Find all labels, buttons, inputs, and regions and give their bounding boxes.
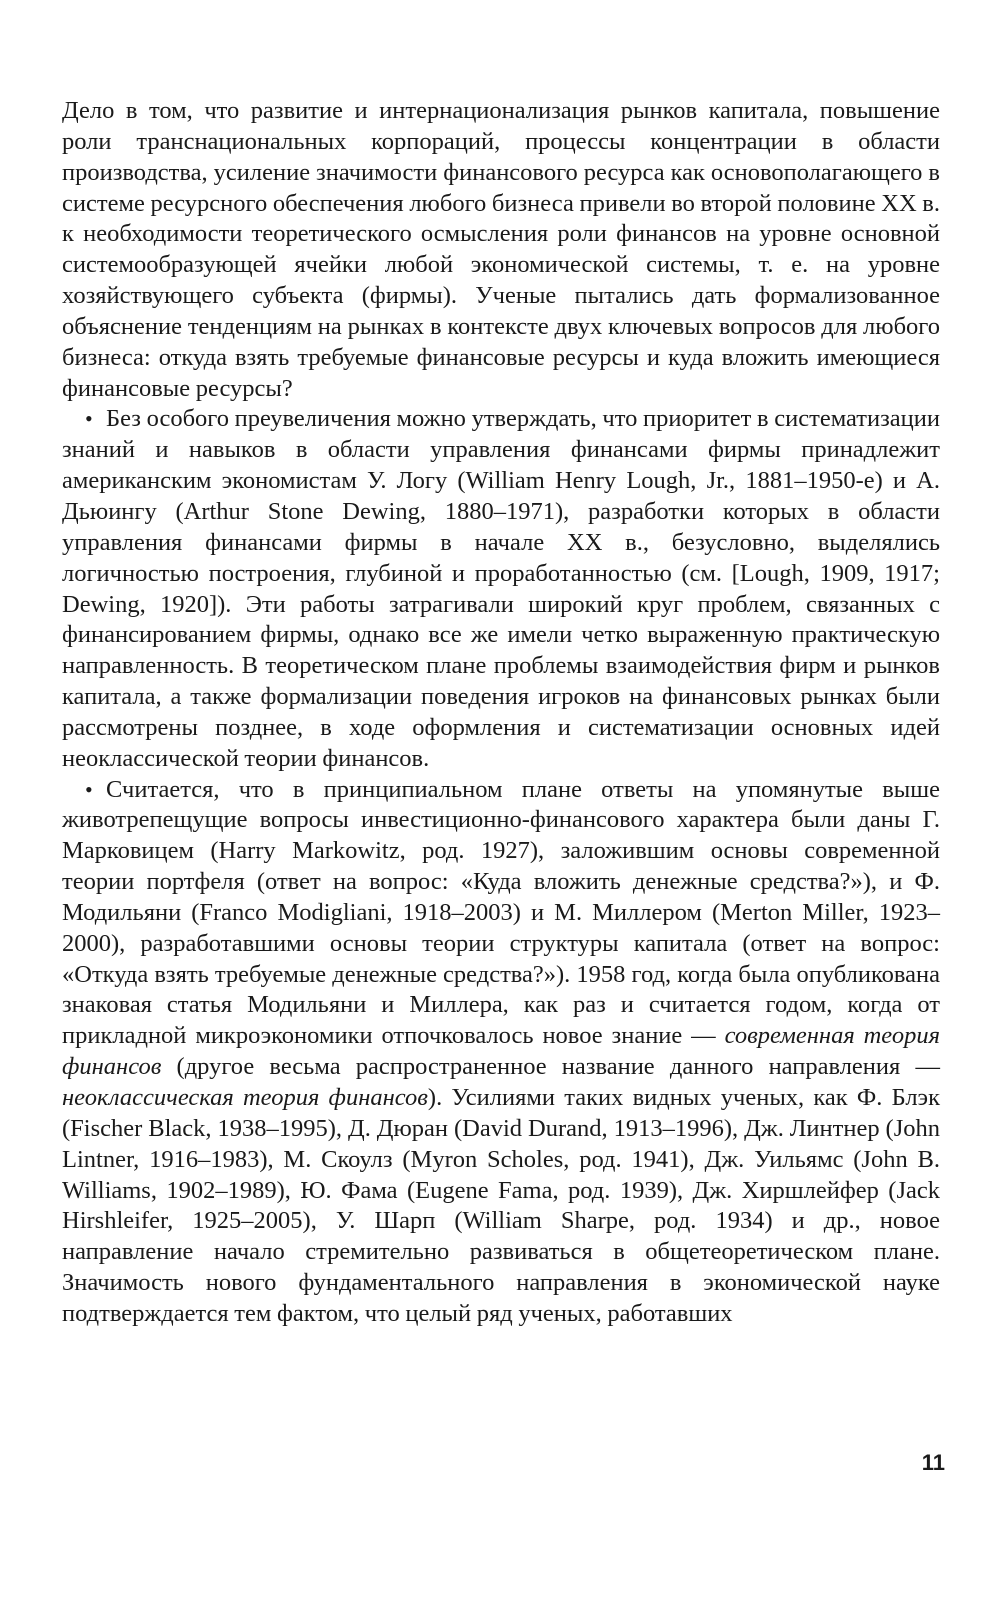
page-body (62, 96, 940, 1330)
page-number: 11 (921, 1450, 945, 1475)
paragraph-3-text-cont: (другое весьма распространенное название данного направления — (161, 1053, 940, 1081)
paragraph-3-text-end: ). Усилиями таких видных ученых, как Ф. Блэк (Fischer Black, 1938–1995), Д. Дюран (David Durand, 1913–1996), Дж. Линтнер (John Lintner, 1916–1983), М. Скоулз (Myron Scholes, род. 1941), Дж. Уильямс (John B. Williams, 1902–1989), Ю. Фама (Eugene Fama, род. 1939), Дж. Хиршлейфер (Jack Hirshleifer, 1925–2005), У. Шарп (William Sharpe, род. 1934) и др., новое направление начало стремительно развиваться в общетеоретическом плане. Значимость нового фундаментального направления в экономической науке подтверждается тем фактом, что целый ряд ученых, работавших (62, 1084, 940, 1327)
paragraph-1-text: Дело в том, что развитие и интернационализация рынков капитала, повышение роли транснациональных корпораций, процессы концентрации в области производства, усиление значимости финансового ресурса как основополагающего в системе ресурсного обеспечения любого бизнеса привели во второй половине XX в. к необходимости теоретического осмысления роли финансов на уровне основной системообразующей ячейки любой экономической системы, т. е. на уровне хозяйствующего субъекта (фирмы). Ученые пытались дать формализованное объяснение тенденциям на рынках в контексте двух ключевых вопросов для любого бизнеса: откуда взять требуемые финансовые ресурсы и куда вложить имеющиеся финансовые ресурсы? (62, 97, 940, 402)
paragraph-3 (62, 775, 940, 1330)
bullet-icon: • (85, 406, 93, 432)
paragraph-3-text: Считается, что в принципиальном плане ответы на упомянутые выше животрепещущие вопросы инвестиционно-финансового характера были даны Г. Марковицем (Harry Markowitz, род. 1927), заложившим основы современной теории портфеля (ответ на вопрос: «Куда вложить денежные средства?»), и Ф. Модильяни (Franco Modigliani, 1918–2003) и М. Миллером (Merton Miller, 1923–2000), разработавшими основы теории структуры капитала (ответ на вопрос: «Откуда взять требуемые денежные средства?»). 1958 год, когда была опубликована знаковая статья Модильяни и Миллера, как раз и считается годом, когда от прикладной микроэкономики отпочковалось новое знание — (62, 775, 940, 1050)
paragraph-1 (62, 96, 940, 404)
paragraph-2 (62, 404, 940, 774)
italic-term-neoclassical-finance-theory: неоклассическая теория финансов (62, 1084, 428, 1111)
paragraph-2-text: Без особого преувеличения можно утверждать, что приоритет в систематизации знаний и навыков в области управления финансами фирмы принадлежит американским экономистам У. Логу (William Henry Lough, Jr., 1881–1950-е) и А. Дьюингу (Arthur Stone Dewing, 1880–1971), разработки которых в области управления финансами фирмы в начале XX в., безусловно, выделялись логичностью построения, глубиной и проработанностью (см. [Lough, 1909, 1917; Dewing, 1920]). Эти работы затрагивали широкий круг проблем, связанных с финансированием фирмы, однако все же имели четко выраженную практическую направленность. В теоретическом плане проблемы взаимодействия фирм и рынков капитала, а также формализации поведения игроков на финансовых рынках были рассмотрены позднее, в ходе оформления и систематизации основных идей неоклассической теории финансов. (62, 405, 940, 772)
bullet-icon: • (85, 776, 93, 802)
italic-term-modern-finance-theory: современная теория финансов (62, 1022, 940, 1081)
